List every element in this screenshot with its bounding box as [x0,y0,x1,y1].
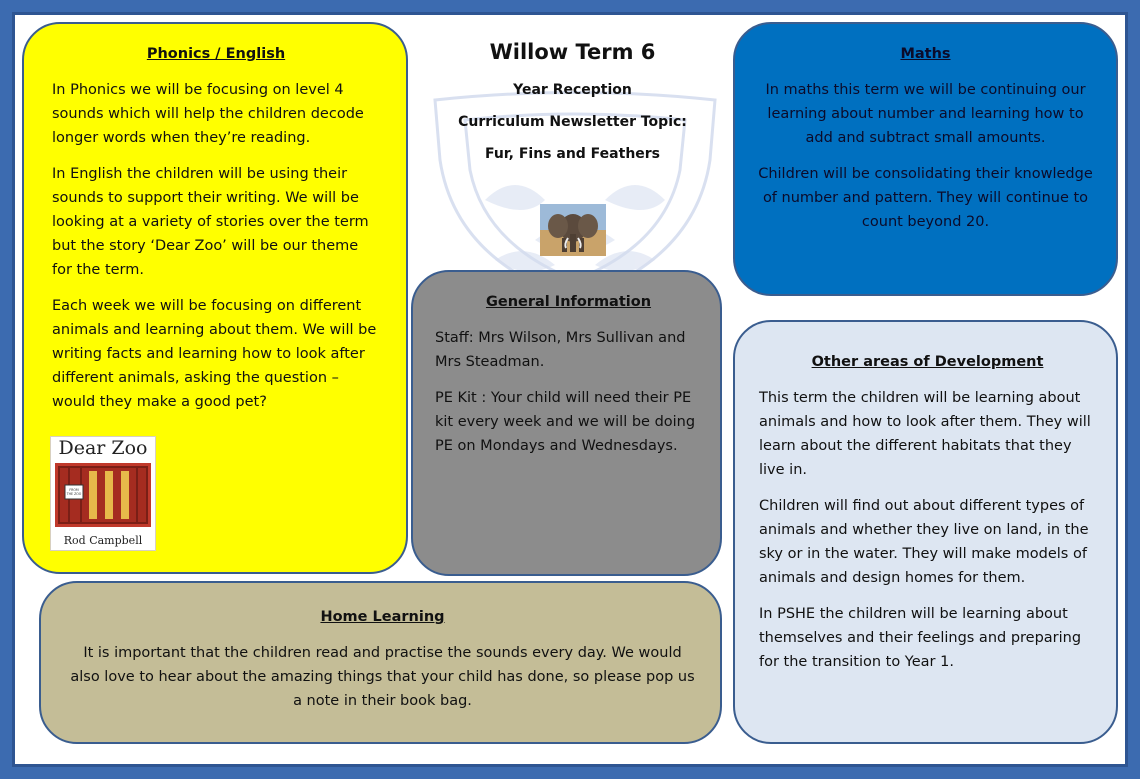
home-paragraph: It is important that the children read and practise the sounds every day. We would also love to hear about the amazing things that your child has done, so please pop us a note in their book bag. [70,645,695,709]
page-title: Willow Term 6 [489,40,656,64]
staff-paragraph: Staff: Mrs Wilson, Mrs Sullivan and Mrs Steadman. [435,330,686,370]
phonics-paragraph: In Phonics we will be focusing on level 4 sounds which will help the children decode longer words when they’re reading. [52,82,364,146]
home-heading: Home Learning [320,609,445,625]
newsletter-label: Curriculum Newsletter Topic: [458,114,687,130]
pe-kit-paragraph: PE Kit : Your child will need their PE kit every week and we will be doing PE on Mondays and Wednesdays. [435,390,696,454]
maths-panel [733,22,1118,296]
maths-paragraph-1: In maths this term we will be continuing our learning about number and learning how to add and subtract small amounts. [765,82,1086,146]
topic-label: Fur, Fins and Feathers [484,146,661,162]
general-information-panel [411,270,722,576]
phonics-heading: Phonics / English [146,46,286,62]
pshe-paragraph: In PSHE the children will be learning about themselves and their feelings and preparing for the transition to Year 1. [759,606,1082,670]
book-title: Dear Zoo [58,437,148,459]
english-paragraph: In English the children will be using their sounds to support their writing. We will be looking at a variety of stories over the term but the story ‘Dear Zoo’ will be our theme for the term. [52,166,369,278]
year-label: Year Reception [513,82,632,98]
maths-heading: Maths [900,46,951,62]
other-paragraph-1: This term the children will be learning about animals and how to look after them. They will learn about the different habitats that they live in. [759,390,1091,478]
svg-text:THE ZOO: THE ZOO [66,492,82,496]
animals-paragraph: Each week we will be focusing on different animals and learning about them. We will be writing facts and learning how to look after different animals, asking the question – would they make a good pet? [52,298,377,410]
other-heading: Other areas of Development [811,354,1044,370]
home-learning-panel [39,581,722,744]
zoo-crate-illustration [55,463,151,527]
elephant-image [540,204,606,256]
book-author: Rod Campbell [63,534,143,547]
maths-paragraph-2: Children will be consolidating their knowledge of number and pattern. They will continue to count beyond 20. [758,166,1093,230]
svg-text:FROM: FROM [69,488,79,492]
newsletter-header [420,40,725,178]
other-development-panel [733,320,1118,744]
dear-zoo-book-cover [50,436,156,551]
general-heading: General Information [485,294,652,310]
other-paragraph-2: Children will find out about different types of animals and whether they live on land, in the sky or in the water. They will make models of animals and design homes for them. [759,498,1089,586]
